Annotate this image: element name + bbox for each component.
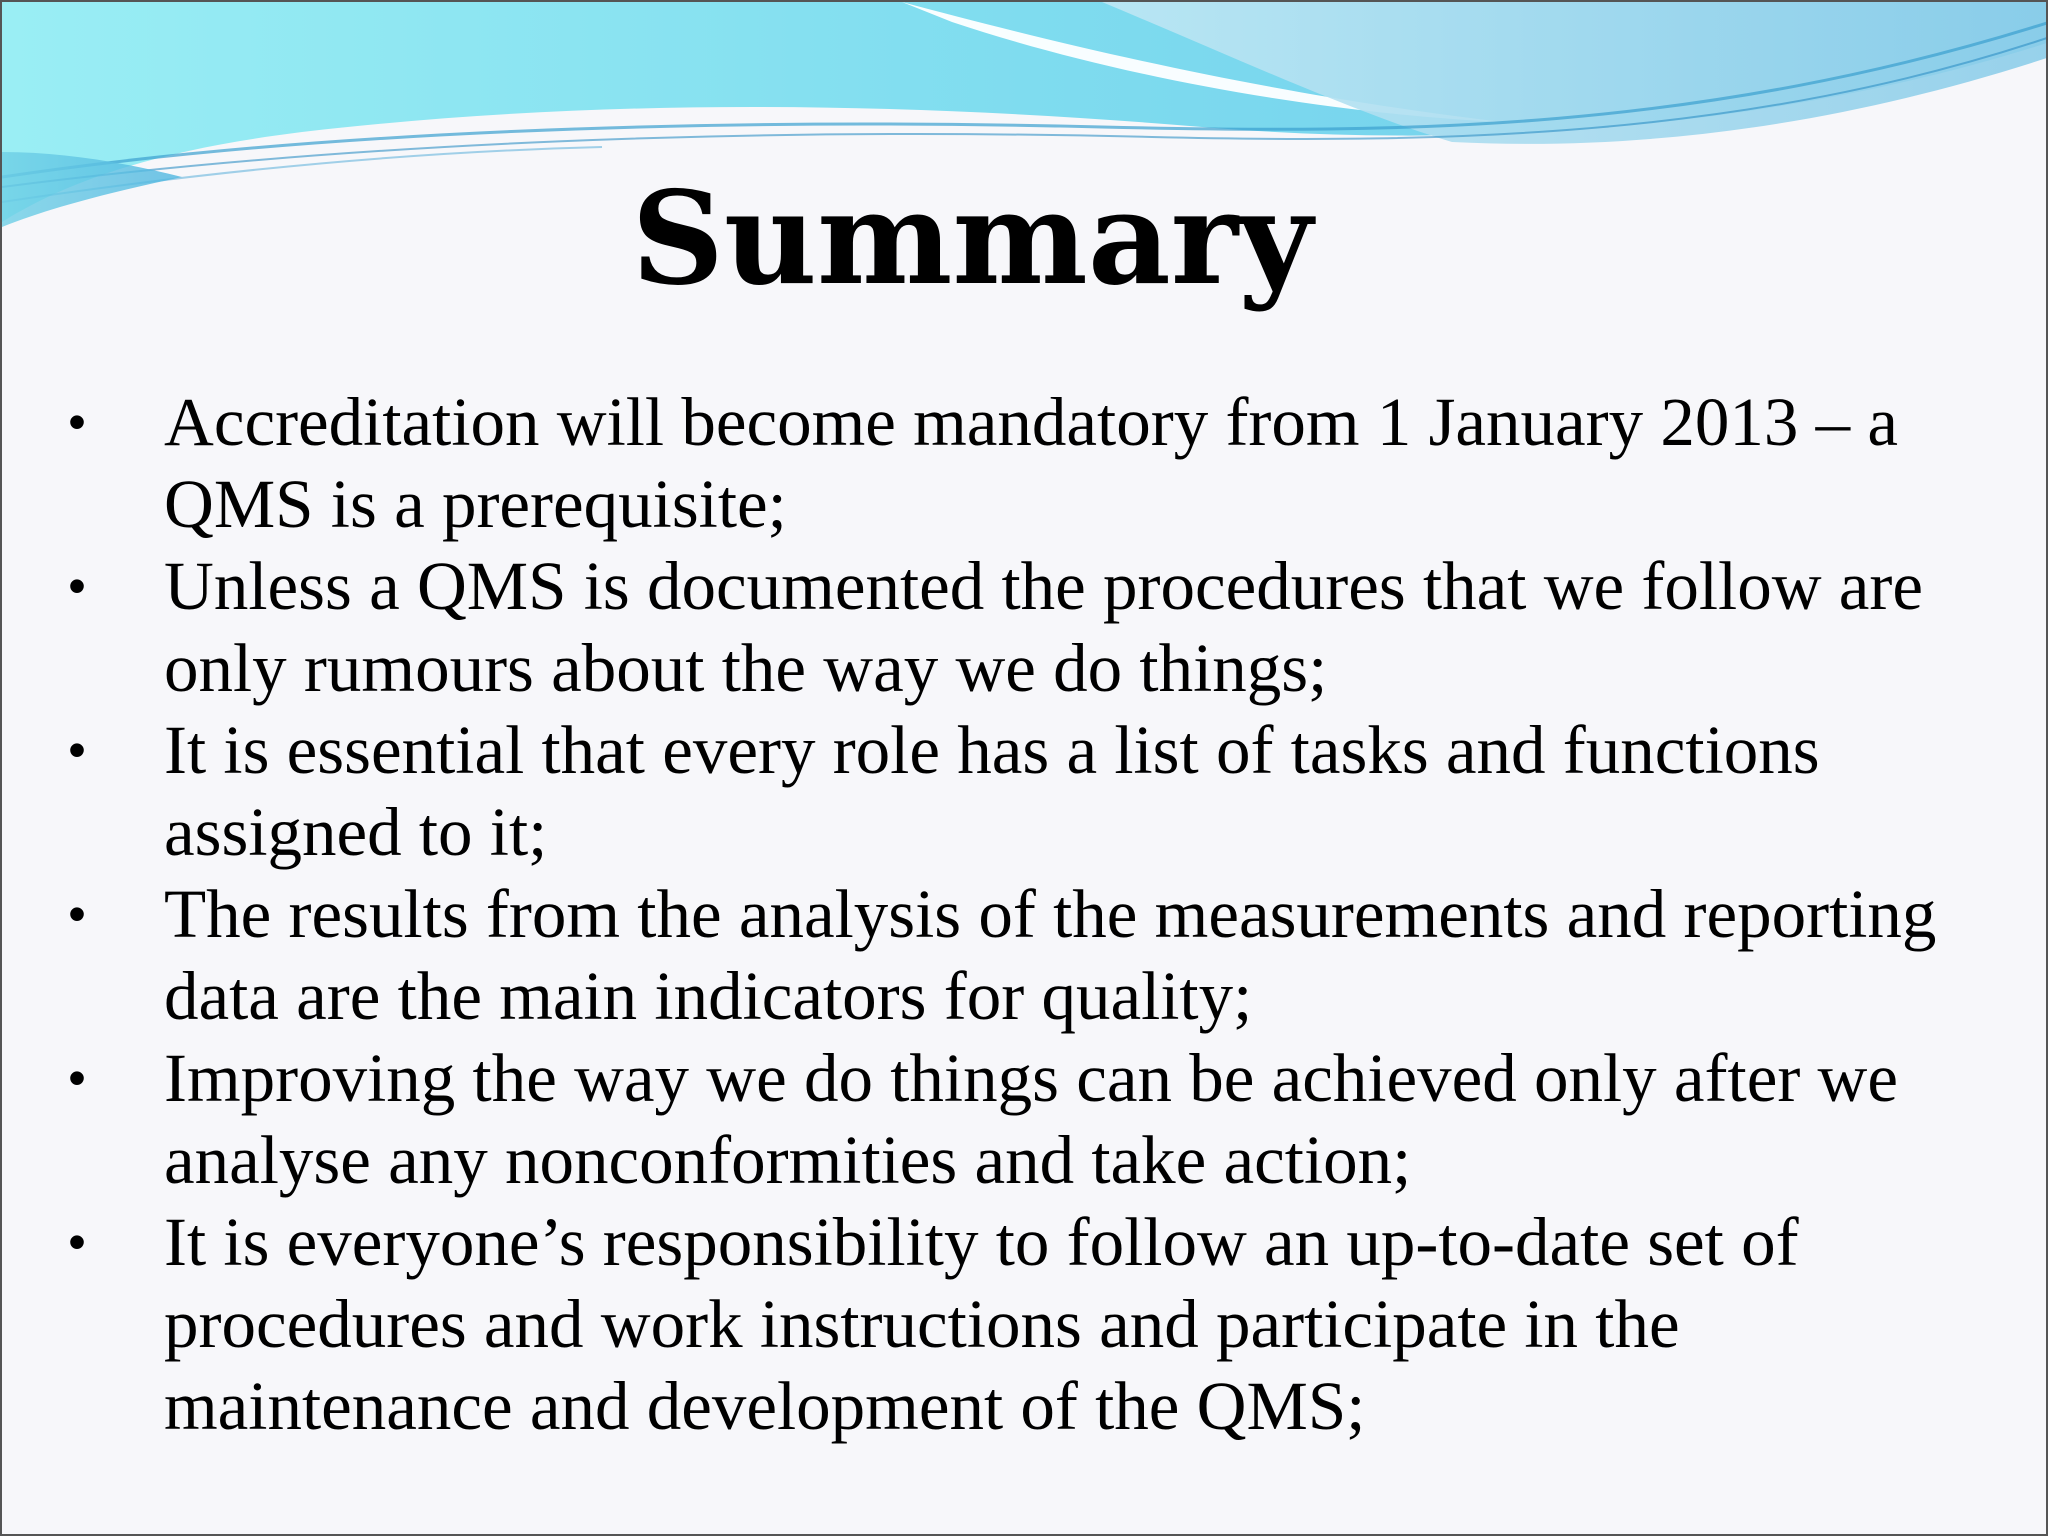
list-item <box>62 1201 2022 1447</box>
bullet-text: The results from the analysis of the measurements and reporting data are the main indicators for quality; <box>164 876 1937 1034</box>
page-title: Summary <box>631 164 1313 314</box>
list-item <box>62 545 2022 709</box>
list-item <box>62 381 2022 545</box>
bullet-icon: • <box>68 1214 86 1270</box>
bullet-text: Improving the way we do things can be achieved only after we analyse any nonconformities and take action; <box>164 1040 1898 1198</box>
list-item <box>62 1037 2022 1201</box>
bullet-icon: • <box>68 558 86 614</box>
bullet-text: It is everyone’s responsibility to follow an up-to-date set of procedures and work instructions and participate in the maintenance and development of the QMS; <box>164 1204 1799 1444</box>
bullet-text: Accreditation will become mandatory from 1 January 2013 – a QMS is a prerequisite; <box>164 384 1899 542</box>
list-item <box>62 873 2022 1037</box>
bullet-icon: • <box>68 722 86 778</box>
bullet-icon: • <box>68 1050 86 1106</box>
bullet-text: It is essential that every role has a list of tasks and functions assigned to it; <box>164 712 1820 870</box>
list-item <box>62 709 2022 873</box>
bullet-text: Unless a QMS is documented the procedures that we follow are only rumours about the way we do things; <box>164 548 1924 706</box>
summary-bullet-list <box>62 381 2022 1447</box>
bullet-icon: • <box>68 886 86 942</box>
bullet-icon: • <box>68 394 86 450</box>
